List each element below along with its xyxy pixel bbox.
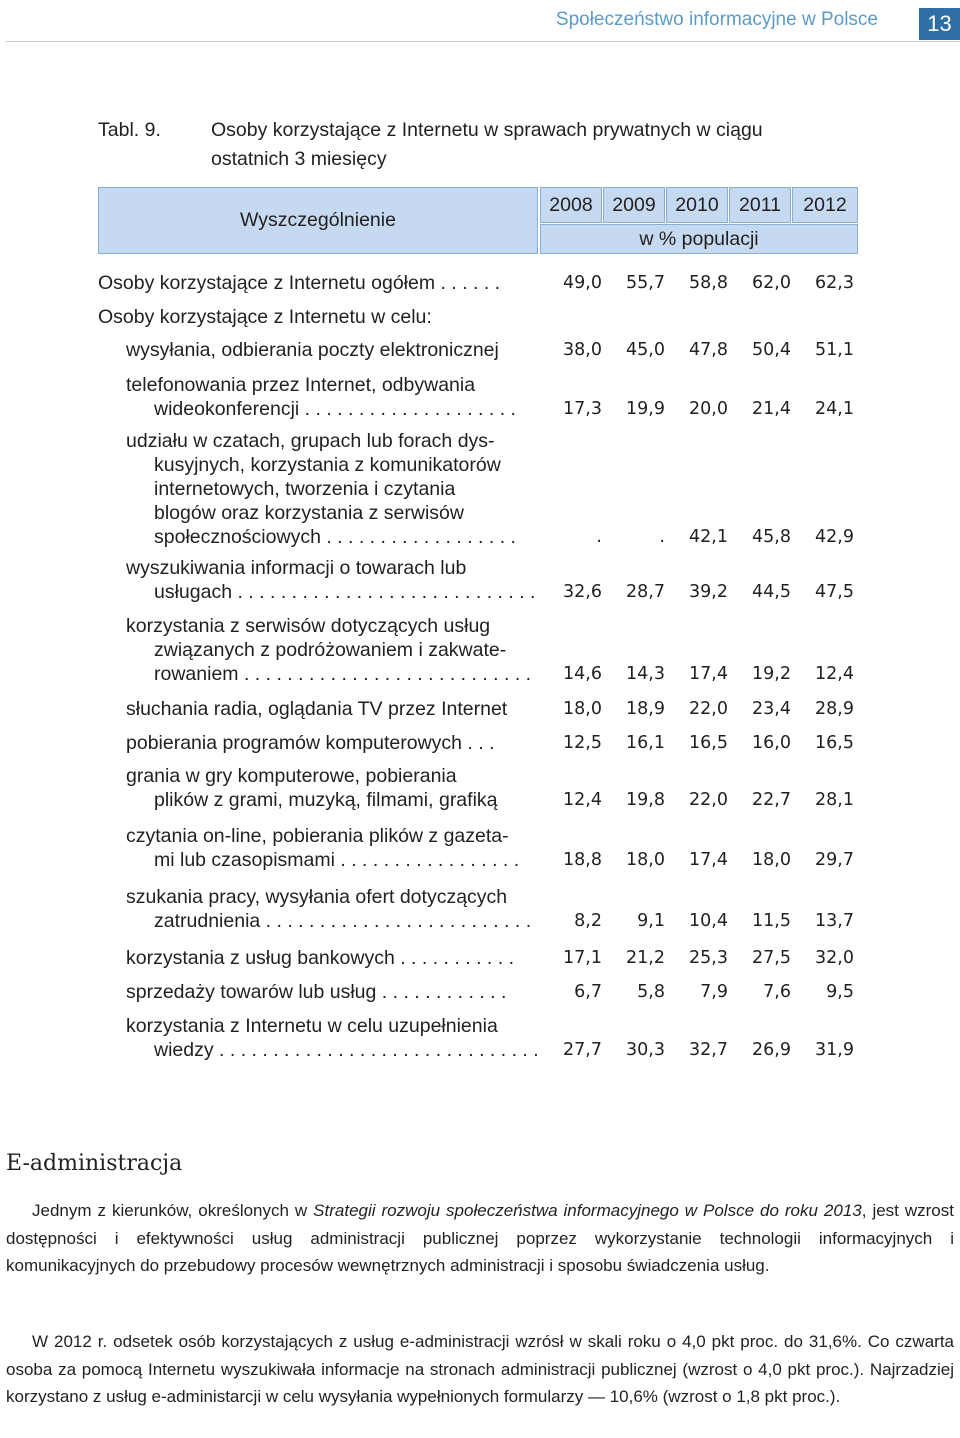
row-label-line: wiedzy . . . . . . . . . . . . . . . . . . . . . . . . . . . . . . bbox=[154, 1039, 539, 1061]
cell-value: 16,0 bbox=[752, 733, 791, 753]
row-label-line: kusyjnych, korzystania z komunikatorów bbox=[154, 454, 501, 476]
cell-value: . bbox=[659, 527, 665, 547]
cell-value: 16,1 bbox=[626, 733, 665, 753]
year-header: 2009 bbox=[603, 187, 665, 223]
cell-value: 45,0 bbox=[626, 340, 665, 360]
table-row bbox=[98, 697, 858, 721]
cell-value: 50,4 bbox=[752, 340, 791, 360]
row-label-line: udziału w czatach, grupach lub forach dys- bbox=[126, 430, 495, 452]
cell-value: 16,5 bbox=[689, 733, 728, 753]
unit-header: w % populacji bbox=[540, 224, 858, 254]
cell-value: 18,0 bbox=[752, 850, 791, 870]
cell-value: 22,0 bbox=[689, 699, 728, 719]
cell-value: 18,0 bbox=[563, 699, 602, 719]
table-row bbox=[98, 1014, 858, 1062]
table-row bbox=[98, 885, 858, 933]
cell-value: 27,5 bbox=[752, 948, 791, 968]
cell-value: 30,3 bbox=[626, 1040, 665, 1060]
row-label bbox=[126, 556, 535, 604]
cell-value: 24,1 bbox=[815, 399, 854, 419]
cell-value: 58,8 bbox=[689, 273, 728, 293]
cell-value: 49,0 bbox=[563, 273, 602, 293]
table-row bbox=[98, 271, 858, 295]
table-row bbox=[98, 373, 858, 421]
cell-value: 17,4 bbox=[689, 850, 728, 870]
row-label-line: społecznościowych . . . . . . . . . . . . . . . . . . bbox=[154, 526, 516, 548]
table-title-line: Osoby korzystające z Internetu w sprawach prywatnych w ciągu bbox=[211, 119, 763, 141]
table-row bbox=[98, 764, 858, 812]
cell-value: 5,8 bbox=[637, 982, 665, 1002]
row-label-line: plików z grami, muzyką, filmami, grafiką bbox=[154, 789, 498, 811]
row-label-line: mi lub czasopismami . . . . . . . . . . . . . . . . . bbox=[154, 849, 520, 871]
row-label bbox=[98, 271, 500, 295]
cell-value: 27,7 bbox=[563, 1040, 602, 1060]
table-row bbox=[98, 946, 858, 970]
cell-value: 38,0 bbox=[563, 340, 602, 360]
table-row bbox=[98, 338, 858, 362]
cell-value: 21,4 bbox=[752, 399, 791, 419]
row-label-line: Osoby korzystające z Internetu ogółem . . . . . . bbox=[98, 272, 501, 294]
table-number: Tabl. 9. bbox=[98, 119, 161, 141]
row-label bbox=[126, 373, 516, 421]
cell-value: 62,0 bbox=[752, 273, 791, 293]
row-label-line: rowaniem . . . . . . . . . . . . . . . . . . . . . . . . . . . bbox=[154, 663, 532, 685]
row-label-line: usługach . . . . . . . . . . . . . . . . . . . . . . . . . . . . bbox=[154, 581, 536, 603]
cell-value: 28,7 bbox=[626, 582, 665, 602]
cell-value: 7,9 bbox=[700, 982, 728, 1002]
cell-value: 32,7 bbox=[689, 1040, 728, 1060]
cell-value: 18,0 bbox=[626, 850, 665, 870]
paragraph-text: , jest wzrost dostępności i efektywności usług administracji publicznej poprzez wykorzystanie technologii informacyjnych i komunikacyjnych do przebudowy procesów wewnętrznych administracji i sposobu świadczenia usług. bbox=[6, 1201, 954, 1275]
cell-value: 9,1 bbox=[637, 911, 665, 931]
year-header: 2012 bbox=[792, 187, 858, 223]
cell-value: 51,1 bbox=[815, 340, 854, 360]
row-label-line: sprzedaży towarów lub usług . . . . . . . . . . . . bbox=[126, 981, 507, 1003]
cell-value: 17,1 bbox=[563, 948, 602, 968]
cell-value: 17,4 bbox=[689, 664, 728, 684]
section-heading: E-administracja bbox=[6, 1151, 183, 1176]
year-header: 2008 bbox=[540, 187, 602, 223]
cell-value: 18,8 bbox=[563, 850, 602, 870]
cell-value: 55,7 bbox=[626, 273, 665, 293]
row-label-line: korzystania z serwisów dotyczących usług bbox=[126, 615, 491, 637]
row-label bbox=[126, 885, 531, 933]
cell-value: 19,9 bbox=[626, 399, 665, 419]
cell-value: 16,5 bbox=[815, 733, 854, 753]
cell-value: 32,0 bbox=[815, 948, 854, 968]
cell-value: 22,0 bbox=[689, 790, 728, 810]
row-label-line: korzystania z usług bankowych . . . . . . . . . . . bbox=[126, 947, 514, 969]
year-header: 2010 bbox=[666, 187, 728, 223]
row-label-line: blogów oraz korzystania z serwisów bbox=[154, 502, 464, 524]
cell-value: 25,3 bbox=[689, 948, 728, 968]
cell-value: 47,5 bbox=[815, 582, 854, 602]
row-label-line: grania w gry komputerowe, pobierania bbox=[126, 765, 457, 787]
cell-value: 44,5 bbox=[752, 582, 791, 602]
row-label bbox=[126, 946, 514, 970]
cell-value: 45,8 bbox=[752, 527, 791, 547]
paragraph-text: Jednym z kierunków, określonych w bbox=[32, 1201, 314, 1220]
row-label-line: wysyłania, odbierania poczty elektronicznej bbox=[126, 339, 499, 361]
cell-value: 28,9 bbox=[815, 699, 854, 719]
table-row bbox=[98, 305, 858, 329]
cell-value: 12,5 bbox=[563, 733, 602, 753]
row-label bbox=[126, 429, 516, 549]
cell-value: 32,6 bbox=[563, 582, 602, 602]
row-label bbox=[126, 824, 519, 872]
table-title-line: ostatnich 3 miesięcy bbox=[211, 148, 387, 170]
cell-value: 19,2 bbox=[752, 664, 791, 684]
cell-value: 7,6 bbox=[763, 982, 791, 1002]
table-row bbox=[98, 980, 858, 1004]
cell-value: 42,9 bbox=[815, 527, 854, 547]
row-label bbox=[126, 764, 498, 812]
cell-value: 20,0 bbox=[689, 399, 728, 419]
row-label-line: czytania on-line, pobierania plików z gazeta- bbox=[126, 825, 509, 847]
table-row bbox=[98, 614, 858, 686]
cell-value: 6,7 bbox=[574, 982, 602, 1002]
row-label-line: telefonowania przez Internet, odbywania bbox=[126, 374, 476, 396]
row-label-line: internetowych, tworzenia i czytania bbox=[154, 478, 456, 500]
table-header bbox=[98, 187, 858, 255]
row-label bbox=[126, 697, 507, 721]
table-title bbox=[211, 116, 831, 174]
cell-value: 22,7 bbox=[752, 790, 791, 810]
running-head-title: Społeczeństwo informacyjne w Polsce bbox=[555, 9, 878, 30]
cell-value: 21,2 bbox=[626, 948, 665, 968]
row-label-line: wyszukiwania informacji o towarach lub bbox=[126, 557, 467, 579]
row-label-line: związanych z podróżowaniem i zakwate- bbox=[154, 639, 507, 661]
row-label bbox=[126, 731, 495, 755]
row-label-line: szukania pracy, wysyłania ofert dotyczących bbox=[126, 886, 508, 908]
cell-value: 8,2 bbox=[574, 911, 602, 931]
year-header: 2011 bbox=[729, 187, 791, 223]
strategy-title: Strategii rozwoju społeczeństwa informacyjnego w Polsce do roku 2013 bbox=[313, 1201, 862, 1220]
row-label-line: słuchania radia, oglądania TV przez Internet bbox=[126, 698, 508, 720]
row-label-line: zatrudnienia . . . . . . . . . . . . . . . . . . . . . . . . . bbox=[154, 910, 532, 932]
cell-value: 14,3 bbox=[626, 664, 665, 684]
cell-value: 31,9 bbox=[815, 1040, 854, 1060]
paragraph bbox=[6, 1197, 954, 1280]
cell-value: 11,5 bbox=[752, 911, 791, 931]
cell-value: 26,9 bbox=[752, 1040, 791, 1060]
cell-value: 29,7 bbox=[815, 850, 854, 870]
running-head bbox=[0, 8, 960, 38]
row-label bbox=[126, 980, 506, 1004]
cell-value: 19,8 bbox=[626, 790, 665, 810]
cell-value: 17,3 bbox=[563, 399, 602, 419]
cell-value: 10,4 bbox=[689, 911, 728, 931]
cell-value: 18,9 bbox=[626, 699, 665, 719]
header-rule bbox=[6, 41, 960, 42]
stub-header: Wyszczególnienie bbox=[98, 187, 538, 254]
cell-value: 23,4 bbox=[752, 699, 791, 719]
cell-value: 39,2 bbox=[689, 582, 728, 602]
cell-value: 28,1 bbox=[815, 790, 854, 810]
cell-value: 14,6 bbox=[563, 664, 602, 684]
table-row bbox=[98, 824, 858, 872]
cell-value: 42,1 bbox=[689, 527, 728, 547]
table-row bbox=[98, 731, 858, 755]
cell-value: 13,7 bbox=[815, 911, 854, 931]
row-label bbox=[126, 338, 499, 362]
cell-value: 62,3 bbox=[815, 273, 854, 293]
row-label-line: wideokonferencji . . . . . . . . . . . . . . . . . . . . bbox=[154, 398, 516, 420]
row-label bbox=[126, 614, 531, 686]
row-label-line: korzystania z Internetu w celu uzupełnienia bbox=[126, 1015, 498, 1037]
paragraph: W 2012 r. odsetek osób korzystających z usług e-administracji wzrósł w skali roku o 4,0 pkt proc. do 31,6%. Co czwarta osoba za pomocą Internetu wyszukiwała informacje na stronach administracji publicznej (wzrost o 4,0 pkt proc.). Najrzadziej korzystano z usług e-administarcji w celu wysyłania wypełnionych formularzy — 10,6% (wzrost o 1,8 pkt proc.). bbox=[6, 1332, 954, 1406]
row-label bbox=[126, 1014, 539, 1062]
cell-value: 47,8 bbox=[689, 340, 728, 360]
page-number-badge: 13 bbox=[919, 8, 960, 40]
cell-value: 12,4 bbox=[815, 664, 854, 684]
row-label-line: Osoby korzystające z Internetu w celu: bbox=[98, 306, 432, 328]
row-label-line: pobierania programów komputerowych . . . bbox=[126, 732, 495, 754]
cell-value: 12,4 bbox=[563, 790, 602, 810]
table-row bbox=[98, 429, 858, 549]
table-row bbox=[98, 556, 858, 604]
row-label bbox=[98, 305, 432, 329]
cell-value: . bbox=[596, 527, 602, 547]
cell-value: 9,5 bbox=[826, 982, 854, 1002]
